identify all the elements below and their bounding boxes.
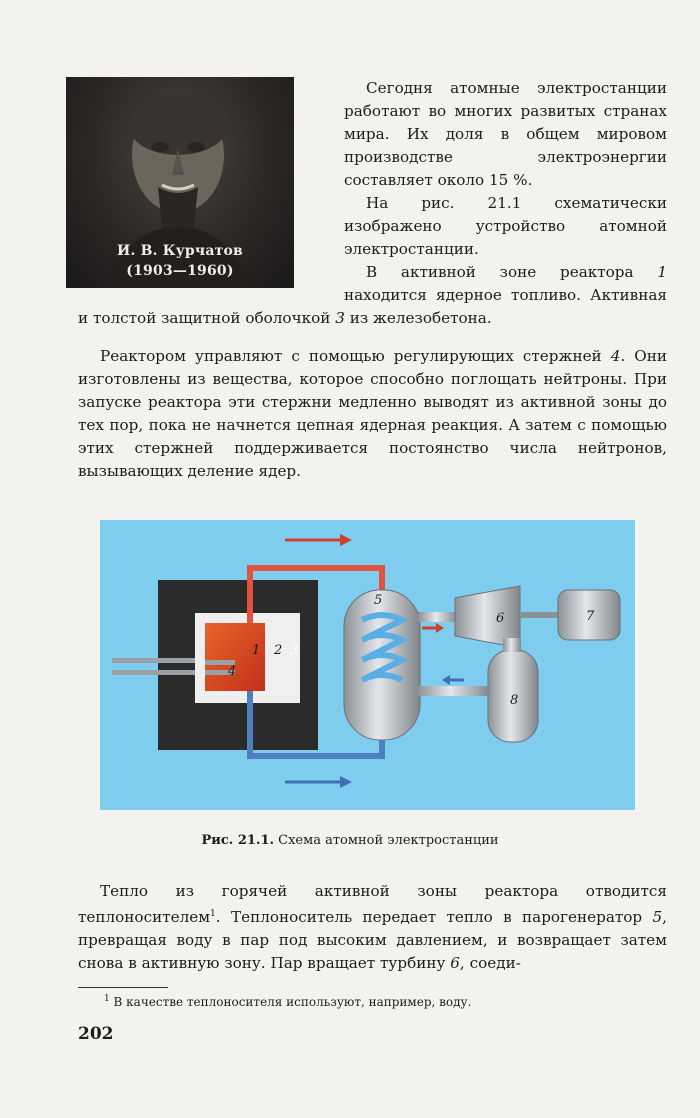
footnote	[104, 994, 471, 1009]
footnote-mark: 1	[104, 994, 110, 1004]
paragraph-3-text-d: из железобетона.	[344, 309, 492, 327]
hot-flow-arrow	[285, 534, 352, 546]
label-2: 2	[274, 643, 283, 658]
paragraph-3-text-b: находится ядерное топливо. Активная	[344, 286, 667, 304]
paragraph-5-text-a: Тепло из горячей активной зоны реактора отводится теплоносителем	[78, 882, 667, 927]
paragraph-2	[344, 192, 667, 261]
paragraph-1	[344, 77, 667, 192]
plant-schematic	[100, 520, 635, 810]
kurchatov-portrait	[66, 77, 294, 288]
water-return-arrow	[442, 675, 464, 685]
paragraph-5-text-b: . Теплоноситель передает тепло в парогенератор	[215, 908, 653, 927]
paragraph-4	[78, 345, 667, 483]
steam-flow-arrow	[422, 623, 444, 633]
paragraph-5-text-d: , соеди-	[459, 954, 521, 973]
paragraph-1-text: Сегодня атомные электростанции работают во многих развитых странах мира. Их доля в общем мировом производстве электроэнергии составляет около 15 %.	[344, 79, 667, 189]
paragraph-5-text-c: , превращая воду в пар под высоким давлением, и возвращает затем снова в активную зону. Пар вращает турбину	[78, 908, 667, 973]
label-4: 4	[228, 664, 237, 679]
paragraph-3-start	[344, 261, 667, 307]
page-number: 202	[78, 1024, 114, 1044]
paragraph-5	[78, 880, 667, 975]
portrait-name: И. В. Курчатов	[117, 243, 243, 259]
ref-number-3: 3	[335, 309, 345, 327]
label-6: 6	[496, 611, 505, 626]
paragraph-3-tail	[78, 307, 667, 330]
footnote-divider	[78, 987, 168, 988]
paragraph-3-text-c: и толстой защитной оболочкой	[78, 309, 336, 327]
ref-number-5: 5	[652, 908, 663, 927]
figure-caption-label: Рис. 21.1.	[201, 833, 275, 848]
paragraph-2-text: На рис. 21.1 схематически изображено устройство атомной электростанции.	[344, 194, 667, 258]
nuclear-plant-diagram	[100, 520, 635, 810]
cold-flow-arrow	[285, 776, 352, 788]
ref-number-1: 1	[657, 263, 667, 281]
label-7: 7	[586, 609, 595, 624]
paragraph-4-text-a: Реактором управляют с помощью регулирующих стержней	[100, 347, 611, 365]
figure-caption-text: Схема атомной электростанции	[274, 833, 499, 848]
figure-caption	[0, 833, 700, 848]
label-3: 3	[290, 643, 299, 658]
paragraph-3-text-a: В активной зоне реактора	[366, 263, 658, 281]
label-1: 1	[252, 643, 261, 658]
portrait-years: (1903—1960)	[126, 263, 234, 279]
label-8: 8	[510, 693, 519, 708]
footnote-ref: 1	[210, 909, 216, 919]
footnote-text: В качестве теплоносителя используют, например, воду.	[109, 995, 472, 1009]
ref-number-6: 6	[450, 954, 460, 973]
ref-number-4: 4	[610, 347, 621, 365]
paragraph-4-text-b: . Они изготовлены из вещества, которое способно поглощать нейтроны. При запуске реактора эти стержни медленно выводят из активной зоны до тех пор, пока не начнется цепная ядерная реакция. А затем с помощью этих стержней поддерживается постоянство числа нейтронов, вызывающих деление ядер.	[78, 347, 667, 480]
label-5: 5	[374, 593, 383, 608]
